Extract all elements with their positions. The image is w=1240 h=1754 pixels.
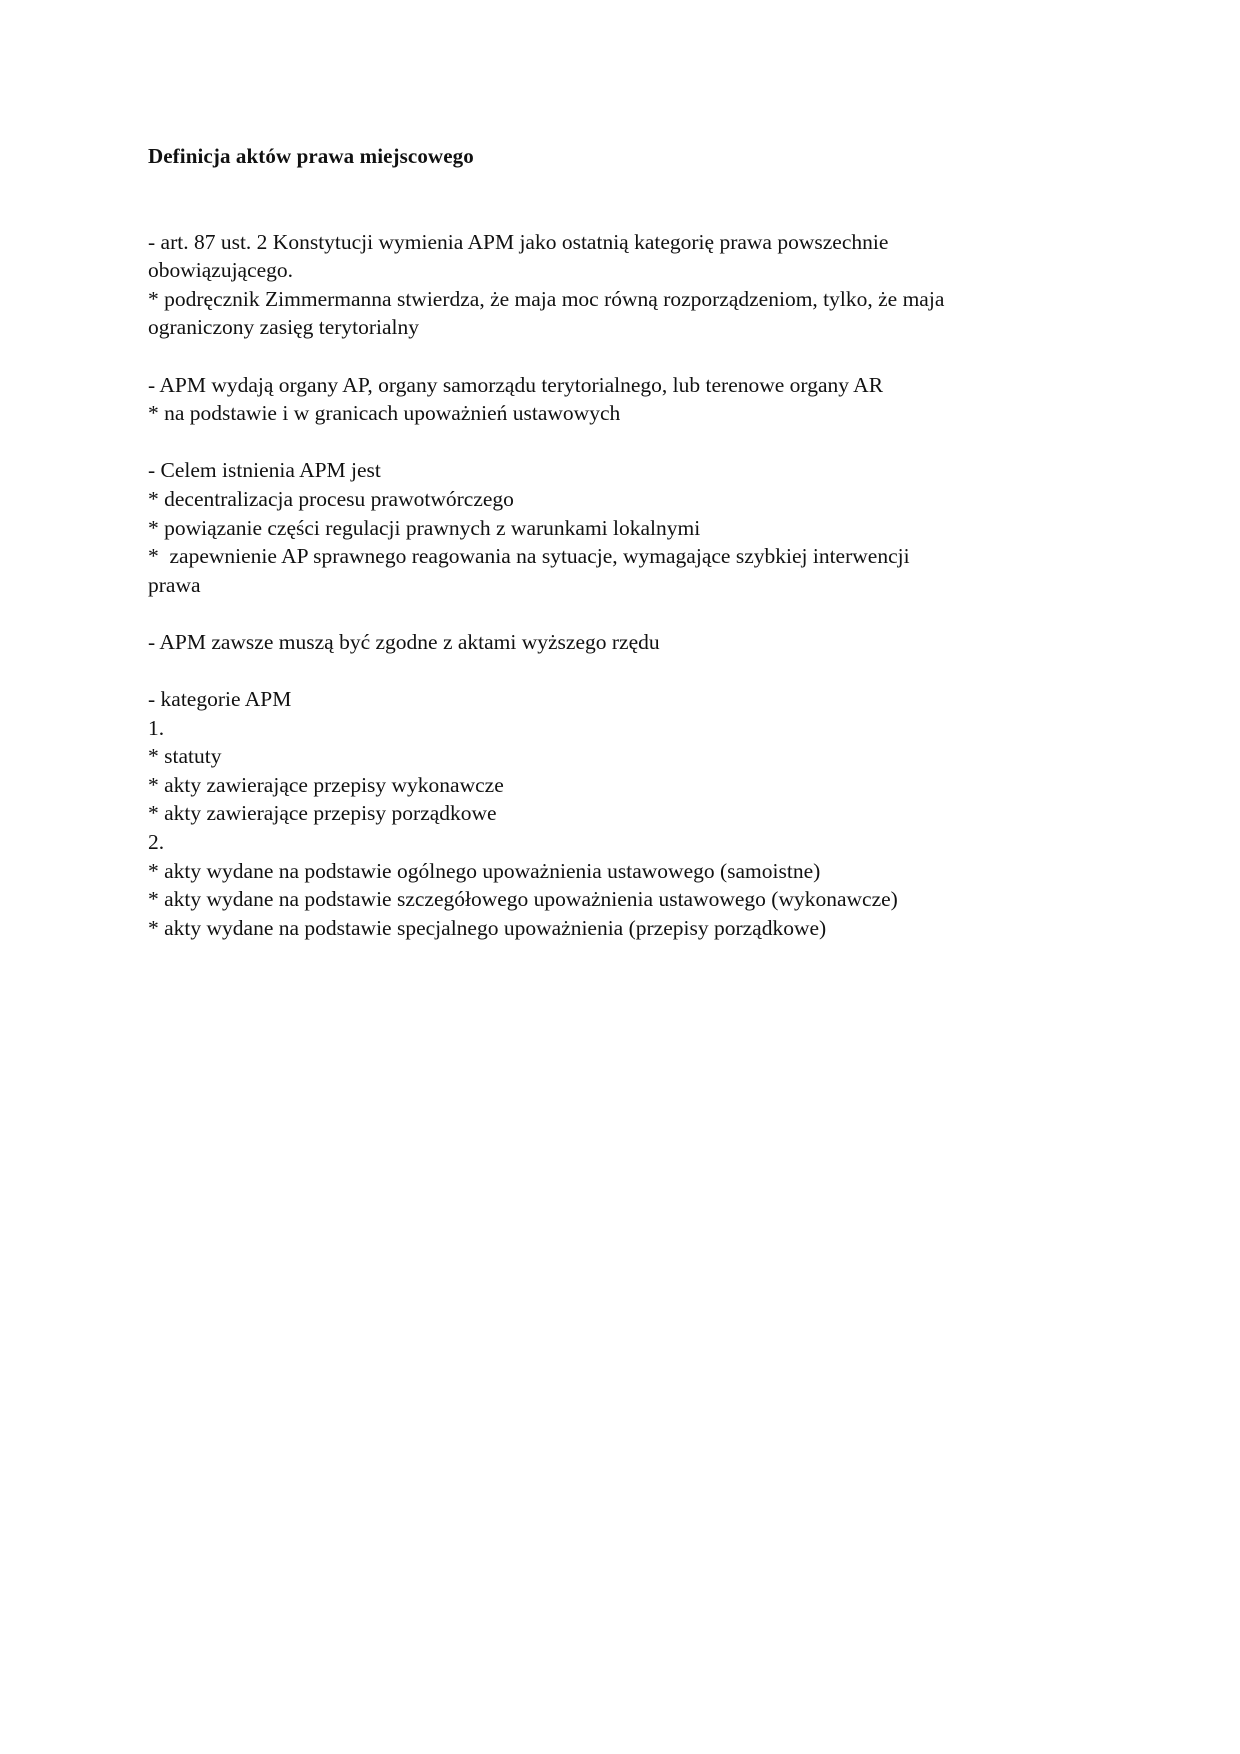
list-item: * statuty: [148, 744, 222, 769]
list-item: * akty wydane na podstawie specjalnego upoważnienia (przepisy porządkowe): [148, 915, 827, 940]
section-issuers: [148, 371, 1098, 428]
paragraph-line: * podręcznik Zimmermanna stwierdza, że maja moc równą rozporządzeniom, tylko, że maja: [148, 286, 945, 311]
blank-line: [148, 428, 1098, 457]
section-purpose: [148, 456, 1098, 599]
paragraph-line: obowiązującego.: [148, 258, 294, 283]
blank-line: [148, 599, 1098, 628]
paragraph-line: - APM wydają organy AP, organy samorządu terytorialnego, lub terenowe organy AR: [148, 372, 884, 397]
paragraph-line: ograniczony zasięg terytorialny: [148, 315, 420, 340]
list-number: 2.: [148, 830, 165, 855]
section-categories: [148, 685, 1098, 942]
paragraph-line: - art. 87 ust. 2 Konstytucji wymienia APM jako ostatnią kategorię prawa powszechnie: [148, 229, 889, 254]
section-conformity: [148, 628, 1098, 657]
document-body: [148, 142, 1098, 942]
paragraph-line: - Celem istnienia APM jest: [148, 458, 381, 483]
list-item: * akty wydane na podstawie szczegółowego upoważnienia ustawowego (wykonawcze): [148, 887, 898, 912]
paragraph-line: * zapewnienie AP sprawnego reagowania na sytuacje, wymagające szybkiej interwencji: [148, 544, 910, 569]
spacer: [148, 171, 1098, 228]
paragraph-line: - APM zawsze muszą być zgodne z aktami wyższego rzędu: [148, 629, 660, 654]
paragraph-line: * powiązanie części regulacji prawnych z warunkami lokalnymi: [148, 515, 701, 540]
list-item: * akty zawierające przepisy wykonawcze: [148, 772, 504, 797]
paragraph-line: prawa: [148, 572, 201, 597]
paragraph-line: * decentralizacja procesu prawotwórczego: [148, 486, 514, 511]
list-item: * akty wydane na podstawie ogólnego upoważnienia ustawowego (samoistne): [148, 858, 821, 883]
list-item: * akty zawierające przepisy porządkowe: [148, 801, 497, 826]
paragraph-line: - kategorie APM: [148, 687, 292, 712]
blank-line: [148, 657, 1098, 686]
blank-line: [148, 342, 1098, 371]
list-number: 1.: [148, 715, 165, 740]
section-constitution: [148, 228, 1098, 342]
paragraph-line: * na podstawie i w granicach upoważnień ustawowych: [148, 401, 621, 426]
document-title: Definicja aktów prawa miejscowego: [148, 144, 474, 168]
